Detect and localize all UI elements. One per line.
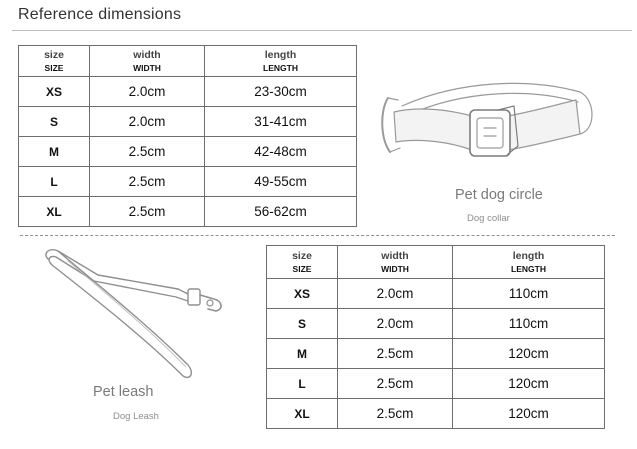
collar-size-cell: XS (19, 77, 90, 107)
collar-size-cell: XL (19, 197, 90, 227)
leash-header-width-label: width (381, 249, 409, 262)
leash-header-length-label: length (512, 249, 545, 262)
collar-width-cell: 2.0cm (90, 77, 205, 107)
dog-collar-image (380, 76, 600, 171)
leash-header-length (453, 246, 605, 279)
leash-size-cell: M (267, 339, 338, 369)
leash-header-width (338, 246, 453, 279)
collar-table-header-row (19, 46, 357, 77)
leash-length-cell: 110cm (453, 309, 605, 339)
leash-table-row (267, 309, 605, 339)
collar-size-cell: S (19, 107, 90, 137)
dog-leash-image (38, 245, 238, 385)
leash-width-cell: 2.5cm (338, 369, 453, 399)
collar-header-length-label-caps: LENGTH (263, 62, 298, 73)
collar-length-cell: 23-30cm (205, 77, 357, 107)
page-title: Reference dimensions (18, 6, 182, 23)
collar-size-cell: M (19, 137, 90, 167)
leash-header-width-label-caps: WIDTH (381, 263, 409, 274)
leash-width-cell: 2.0cm (338, 309, 453, 339)
leash-width-cell: 2.0cm (338, 279, 453, 309)
title-underline (12, 30, 632, 31)
collar-length-cell: 31-41cm (205, 107, 357, 137)
leash-header-size-label: size (292, 249, 312, 262)
section-divider (20, 235, 615, 236)
leash-table-row (267, 339, 605, 369)
collar-table-row (19, 167, 357, 197)
collar-header-size-label-caps: SIZE (44, 62, 64, 73)
leash-caption: Pet leash (93, 384, 154, 400)
collar-subcaption: Dog collar (467, 213, 510, 224)
leash-subcaption: Dog Leash (113, 411, 159, 422)
collar-header-width-label-caps: WIDTH (133, 62, 161, 73)
leash-size-cell: XS (267, 279, 338, 309)
collar-width-cell: 2.5cm (90, 167, 205, 197)
collar-header-width (90, 46, 205, 77)
leash-table-row (267, 369, 605, 399)
leash-length-cell: 120cm (453, 339, 605, 369)
collar-header-size (19, 46, 90, 77)
leash-length-cell: 110cm (453, 279, 605, 309)
collar-header-width-label: width (133, 48, 161, 61)
leash-width-cell: 2.5cm (338, 339, 453, 369)
collar-size-cell: L (19, 167, 90, 197)
leash-table-row (267, 279, 605, 309)
leash-header-size (267, 246, 338, 279)
leash-table-row (267, 399, 605, 429)
collar-header-length (205, 46, 357, 77)
leash-length-cell: 120cm (453, 369, 605, 399)
collar-caption: Pet dog circle (455, 187, 543, 203)
leash-length-cell: 120cm (453, 399, 605, 429)
collar-length-cell: 49-55cm (205, 167, 357, 197)
leash-size-cell: S (267, 309, 338, 339)
collar-length-cell: 42-48cm (205, 137, 357, 167)
collar-width-cell: 2.5cm (90, 137, 205, 167)
collar-size-table (18, 45, 357, 227)
collar-table-row (19, 197, 357, 227)
collar-header-length-label: length (264, 48, 297, 61)
collar-table-row (19, 77, 357, 107)
leash-size-cell: L (267, 369, 338, 399)
leash-size-table (266, 245, 605, 429)
leash-header-size-label-caps: SIZE (292, 263, 312, 274)
collar-length-cell: 56-62cm (205, 197, 357, 227)
leash-table-header-row (267, 246, 605, 279)
leash-header-length-label-caps: LENGTH (511, 263, 546, 274)
collar-header-size-label: size (44, 48, 64, 61)
collar-table-row (19, 107, 357, 137)
collar-width-cell: 2.5cm (90, 197, 205, 227)
collar-width-cell: 2.0cm (90, 107, 205, 137)
leash-width-cell: 2.5cm (338, 399, 453, 429)
leash-size-cell: XL (267, 399, 338, 429)
collar-table-row (19, 137, 357, 167)
